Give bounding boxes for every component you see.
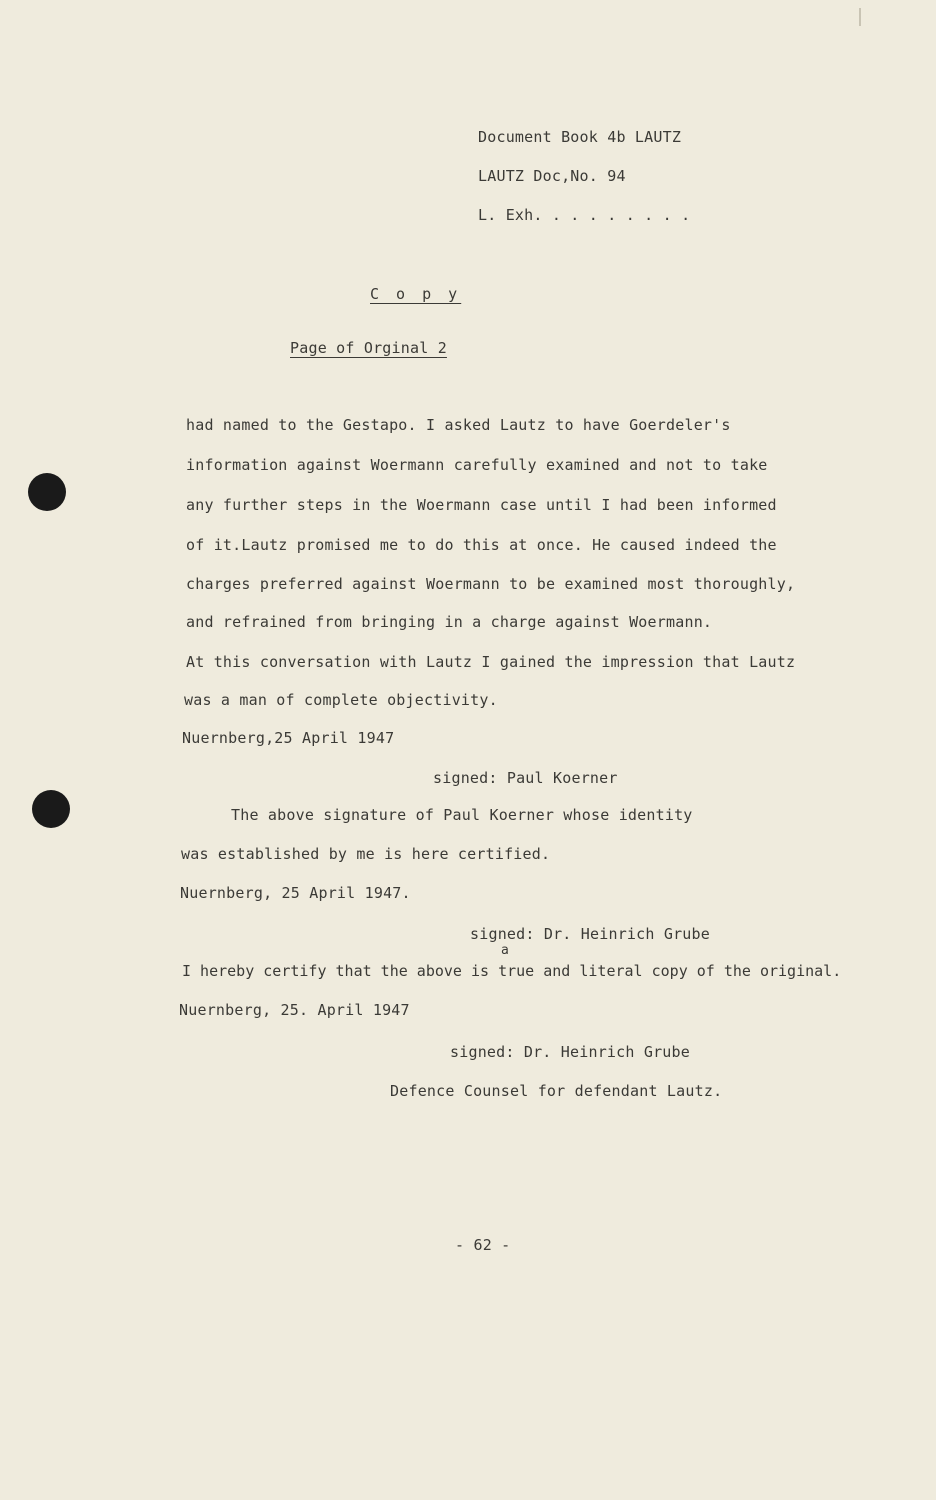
body-line-5: charges preferred against Woermann to be examined most thoroughly, — [186, 575, 796, 593]
date-line-3: Nuernberg, 25. April 1947 — [179, 1001, 410, 1019]
punch-hole-lower — [32, 790, 70, 828]
body-line-6: and refrained from bringing in a charge against Woermann. — [186, 613, 713, 631]
signed-grube-2: signed: Dr. Heinrich Grube — [450, 1043, 690, 1061]
document-book-label: Document Book 4b LAUTZ — [478, 128, 682, 146]
body-line-1: had named to the Gestapo. I asked Lautz to have Goerdeler's — [186, 416, 731, 434]
signed-grube-1: signed: Dr. Heinrich Grube — [470, 925, 710, 943]
page-of-original-heading: Page of Orginal 2 — [290, 339, 447, 357]
body-line-4: of it.Lautz promised me to do this at once. He caused indeed the — [186, 536, 777, 554]
certification-line-1: The above signature of Paul Koerner whose identity — [231, 806, 693, 824]
punch-hole-upper — [28, 473, 66, 511]
body-line-3: any further steps in the Woermann case until I had been informed — [186, 496, 777, 514]
doc-number-label: LAUTZ Doc,No. 94 — [478, 167, 626, 185]
exhibit-label: L. Exh. . . . . . . . . — [478, 206, 691, 224]
body-line-8: was a man of complete objectivity. — [184, 691, 498, 709]
body-line-7: At this conversation with Lautz I gained the impression that Lautz — [186, 653, 796, 671]
hereby-certify-line: I hereby certify that the above is true and literal copy of the original. — [182, 962, 842, 980]
copy-heading: C o p y — [370, 285, 462, 303]
certification-line-2: was established by me is here certified. — [181, 845, 551, 863]
edge-mark — [859, 8, 861, 26]
insert-mark-a: a — [501, 943, 510, 958]
body-line-2: information against Woermann carefully examined and not to take — [186, 456, 768, 474]
defence-counsel-line: Defence Counsel for defendant Lautz. — [390, 1082, 723, 1100]
date-line-1: Nuernberg,25 April 1947 — [182, 729, 395, 747]
date-line-2: Nuernberg, 25 April 1947. — [180, 884, 411, 902]
signed-koerner: signed: Paul Koerner — [433, 769, 618, 787]
page-number: - 62 - — [455, 1236, 511, 1254]
